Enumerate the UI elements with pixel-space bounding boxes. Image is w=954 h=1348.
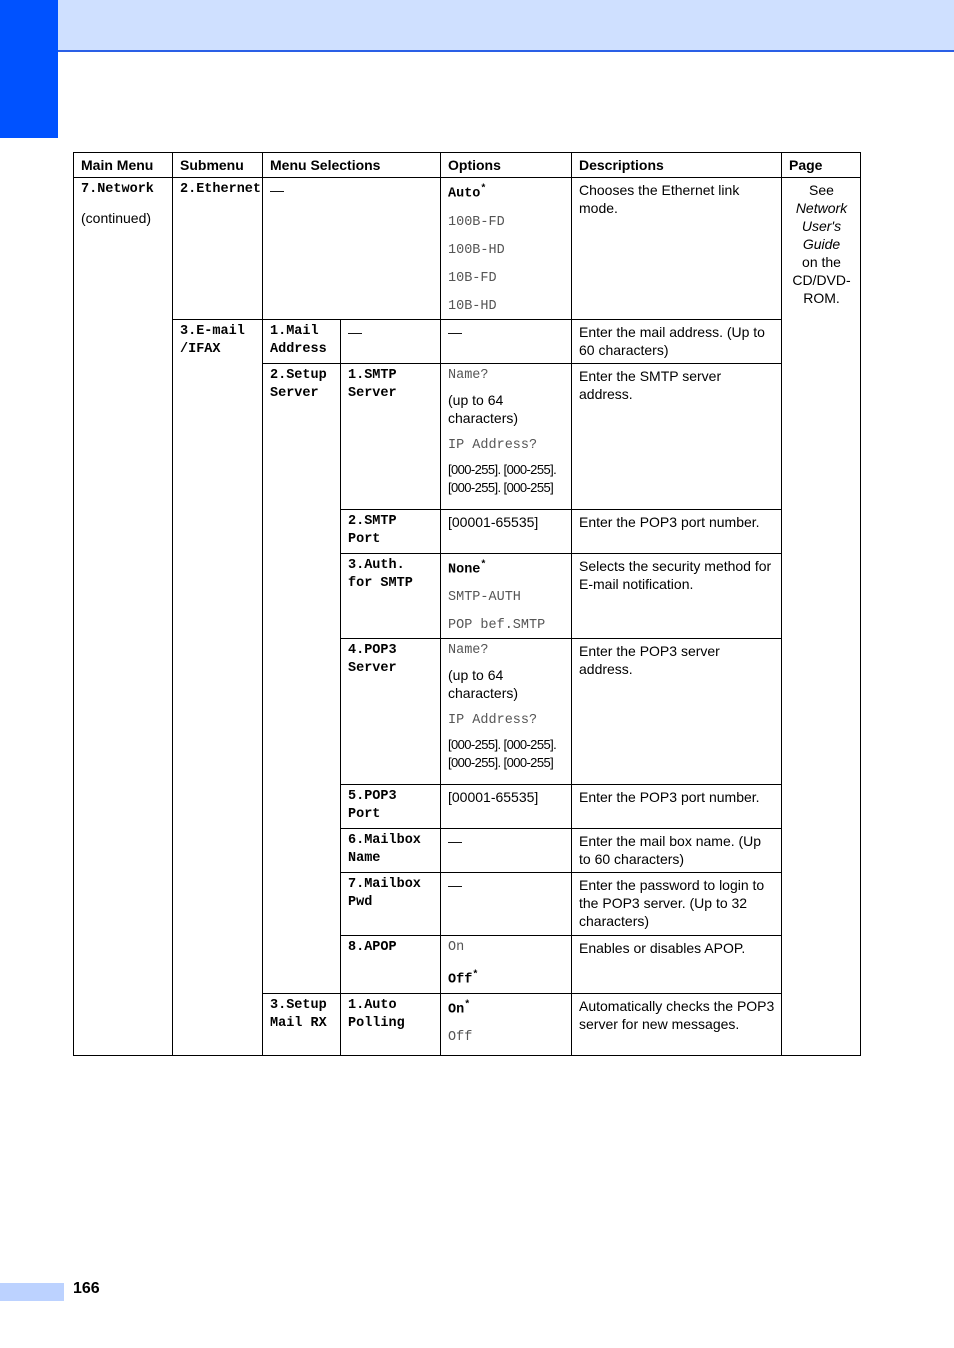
options-pop3-port: [00001-65535] (441, 785, 572, 829)
option: Name? (448, 367, 489, 383)
option-range: [000-255]. [000-255] (448, 755, 554, 770)
table-row (74, 178, 861, 320)
selection-label: Server (348, 385, 397, 401)
sub-selection-smtp-server (341, 363, 441, 509)
submenu-email-label: 3.E-mail (180, 323, 245, 339)
option: SMTP-AUTH (448, 590, 521, 605)
selection-label: 2.Setup (270, 367, 327, 383)
page-ref-italic: User's (801, 218, 842, 234)
page-number: 166 (73, 1280, 100, 1297)
selection-label: 3.Auth. (348, 557, 405, 573)
selection-mail-address (263, 319, 341, 363)
header-menu-selections: Menu Selections (263, 153, 441, 178)
options-auto-polling (441, 993, 572, 1055)
selection-label: Polling (348, 1015, 405, 1031)
selection-label: 3.Setup (270, 997, 327, 1013)
sub-selection-mail-address: — (341, 319, 441, 363)
main-menu-cell (74, 178, 173, 1056)
page-ref-italic: Network (795, 200, 848, 216)
submenu-ethernet (173, 178, 263, 320)
selection-label: 1.SMTP (348, 367, 397, 383)
sub-selection-smtp-port (341, 509, 441, 553)
description-mailbox-name: Enter the mail box name. (Up to 60 characters) (572, 829, 782, 873)
options-auth-smtp (441, 553, 572, 639)
sub-selection-mailbox-name (341, 829, 441, 873)
sub-selection-pop3-port (341, 785, 441, 829)
option-note: characters) (448, 685, 519, 701)
sub-selection-mailbox-pwd (341, 873, 441, 936)
option-default: None* (448, 559, 487, 577)
page-ref-line: CD/DVD- (792, 272, 851, 288)
selection-label: 1.Auto (348, 997, 397, 1013)
selection-setup-mail-rx (263, 993, 341, 1055)
option-default: Off* (448, 970, 479, 988)
options-pop3-server (441, 639, 572, 785)
table-row (74, 319, 861, 363)
page-ref-line: See (809, 182, 834, 198)
table-header-row (74, 153, 861, 178)
option-range: [000-255]. [000-255] (448, 479, 554, 495)
header-band (0, 0, 954, 52)
submenu-email-label: /IFAX (180, 341, 221, 357)
selection-label: Server (348, 661, 397, 676)
option-default: On* (448, 999, 471, 1017)
option: IP Address? (448, 713, 538, 728)
sub-selection-auto-polling (341, 993, 441, 1055)
page-reference (782, 178, 861, 1056)
selection-label: Server (270, 385, 319, 401)
options-apop (441, 936, 572, 994)
description-mail-address: Enter the mail address. (Up to 60 characters) (572, 319, 782, 363)
options-ethernet (441, 178, 572, 320)
header-page: Page (782, 153, 861, 178)
option: Off (448, 1030, 473, 1045)
selection-label: 8.APOP (348, 940, 397, 955)
option: Name? (448, 643, 489, 658)
option-default: Auto* (448, 184, 487, 202)
selection-ethernet: — (263, 178, 441, 320)
selection-label: Address (270, 341, 327, 357)
header-descriptions: Descriptions (572, 153, 782, 178)
selection-label: 5.POP3 (348, 789, 397, 804)
header-options: Options (441, 153, 572, 178)
description-mailbox-pwd: Enter the password to login to the POP3 server. (Up to 32 characters) (572, 873, 782, 936)
main-menu-label: 7.Network (81, 182, 154, 197)
description-auto-polling: Automatically checks the POP3 server for new messages. (572, 993, 782, 1055)
page-ref-line: ROM. (803, 290, 840, 306)
selection-label: Port (348, 807, 381, 822)
header-main-menu: Main Menu (74, 153, 173, 178)
option: IP Address? (448, 437, 538, 453)
options-mailbox-pwd: — (441, 873, 572, 936)
options-smtp-server (441, 363, 572, 509)
menu-table (73, 152, 861, 1056)
description-pop3-server: Enter the POP3 server address. (572, 639, 782, 785)
selection-setup-server (263, 363, 341, 993)
option-range: [000-255]. [000-255]. (448, 461, 557, 477)
submenu-ethernet-label: 2.Ethernet (180, 182, 262, 197)
description-ethernet: Chooses the Ethernet link mode. (572, 178, 782, 320)
options-mailbox-name: — (441, 829, 572, 873)
description-smtp-server: Enter the SMTP server address. (572, 363, 782, 509)
selection-label: 4.POP3 (348, 643, 397, 658)
option-note: (up to 64 (448, 667, 504, 683)
header-submenu: Submenu (173, 153, 263, 178)
option: 10B-HD (448, 298, 497, 314)
option: 10B-FD (448, 270, 497, 286)
page-ref-line: on the (802, 254, 841, 270)
continued-note: (continued) (81, 210, 152, 226)
description-apop: Enables or disables APOP. (572, 936, 782, 994)
submenu-email (173, 319, 263, 1055)
selection-label: Port (348, 531, 381, 547)
selection-label: Name (348, 851, 381, 866)
selection-label: 6.Mailbox (348, 833, 421, 848)
selection-label: 7.Mailbox (348, 877, 421, 892)
chapter-tab (0, 0, 58, 138)
footer-band (0, 1283, 64, 1301)
description-smtp-port: Enter the POP3 port number. (572, 509, 782, 553)
option-note: characters) (448, 409, 519, 426)
selection-label: Mail RX (270, 1015, 327, 1031)
option: On (448, 940, 465, 955)
selection-label: Pwd (348, 895, 373, 910)
selection-label: for SMTP (348, 575, 413, 591)
page-ref-italic: Guide (802, 236, 841, 252)
option: 100B-FD (448, 214, 505, 230)
option-range: [000-255]. [000-255]. (448, 737, 557, 752)
option-note: (up to 64 (448, 391, 504, 408)
description-pop3-port: Enter the POP3 port number. (572, 785, 782, 829)
selection-label: 2.SMTP (348, 513, 397, 529)
options-mail-address: — (441, 319, 572, 363)
sub-selection-auth-smtp (341, 553, 441, 639)
selection-label: 1.Mail (270, 323, 319, 339)
option: POP bef.SMTP (448, 618, 546, 633)
sub-selection-pop3-server (341, 639, 441, 785)
description-auth-smtp: Selects the security method for E-mail notification. (572, 553, 782, 639)
sub-selection-apop (341, 936, 441, 994)
options-smtp-port: [00001-65535] (441, 509, 572, 553)
option: 100B-HD (448, 242, 505, 258)
